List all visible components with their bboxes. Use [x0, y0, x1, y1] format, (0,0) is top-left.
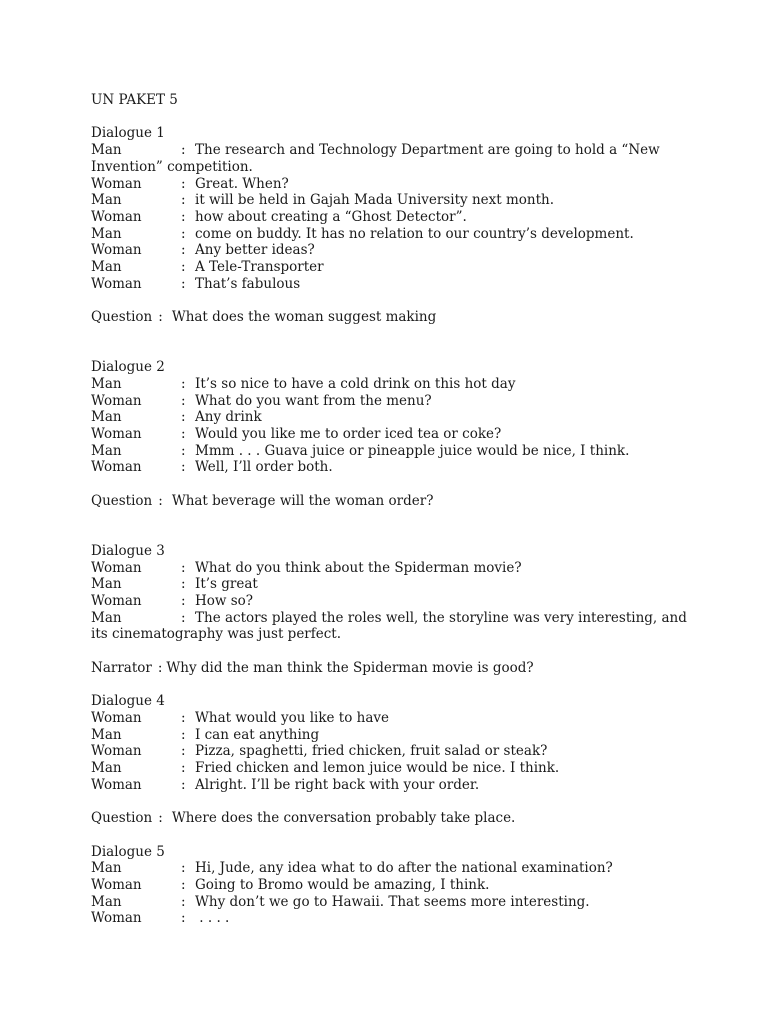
speaker-label: Man [91, 893, 122, 910]
dialogue-line [91, 259, 691, 276]
speaker-label: Man [91, 726, 122, 743]
dialogue-line [91, 860, 691, 877]
speaker-label: Man [91, 192, 122, 209]
line-text: The research and Technology Department are going to hold a “New [195, 142, 660, 159]
dialogue-line [91, 426, 691, 443]
line-text: how about creating a “Ghost Detector”. [195, 208, 467, 225]
question-text: Where does the conversation probably take place. [171, 810, 516, 827]
speaker-label: Woman [91, 392, 142, 409]
speaker-label: Woman [91, 910, 142, 927]
line-text: How so? [195, 593, 254, 610]
question-line [91, 660, 691, 677]
dialogue-line [91, 576, 691, 593]
dialogue-1 [91, 125, 691, 325]
speaker-label: Man [91, 375, 122, 392]
dialogue-line [91, 894, 691, 911]
line-text: Would you like me to order iced tea or coke? [195, 426, 502, 443]
line-text: come on buddy. It has no relation to our country’s development. [195, 225, 634, 242]
dialogue-line [91, 393, 691, 410]
dialogue-3 [91, 543, 691, 677]
speaker-label: Man [91, 860, 122, 877]
speaker-label: Woman [91, 743, 142, 760]
dialogue-line [91, 593, 691, 610]
line-text: That’s fabulous [195, 275, 301, 292]
line-text: . . . . [195, 910, 230, 927]
separator: : [181, 860, 186, 877]
separator: : [181, 776, 186, 793]
line-text: What do you want from the menu? [195, 392, 432, 409]
line-text: It’s so nice to have a cold drink on this hot day [195, 375, 516, 392]
dialogue-line [91, 777, 691, 794]
dialogue-4 [91, 693, 691, 827]
separator: : [181, 142, 186, 159]
line-text: it will be held in Gajah Mada University next month. [195, 192, 554, 209]
line-text: It’s great [195, 576, 258, 593]
speaker-label: Woman [91, 459, 142, 476]
separator: : [181, 242, 186, 259]
separator: : [157, 659, 163, 676]
speaker-label: Woman [91, 776, 142, 793]
separator: : [181, 576, 186, 593]
speaker-label: Woman [91, 426, 142, 443]
line-text-continuation: Invention” competition. [91, 158, 253, 175]
document-title: UN PAKET 5 [91, 92, 178, 108]
separator: : [181, 259, 186, 276]
dialogue-line [91, 209, 691, 226]
separator: : [158, 810, 163, 827]
line-text: Fried chicken and lemon juice would be nice. I think. [195, 760, 560, 777]
separator: : [181, 192, 186, 209]
question-label: Question [91, 492, 153, 509]
dialogue-heading: Dialogue 4 [91, 693, 165, 710]
speaker-label: Woman [91, 709, 142, 726]
dialogue-line [91, 877, 691, 894]
line-text: I can eat anything [195, 726, 320, 743]
dialogue-line [91, 276, 691, 293]
question-text: What beverage will the woman order? [171, 492, 434, 509]
dialogue-line [91, 727, 691, 744]
separator: : [181, 609, 186, 626]
separator: : [181, 225, 186, 242]
speaker-label: Woman [91, 876, 142, 893]
dialogue-line [91, 242, 691, 259]
question-line [91, 810, 691, 827]
line-text: Any drink [195, 409, 262, 426]
dialogue-line [91, 459, 691, 476]
separator: : [158, 309, 163, 326]
speaker-label: Man [91, 409, 122, 426]
separator: : [181, 208, 186, 225]
dialogue-line [91, 710, 691, 727]
question-line [91, 493, 691, 510]
question-label: Narrator [91, 659, 152, 676]
question-label: Question [91, 309, 153, 326]
question-line [91, 309, 691, 326]
dialogue-heading: Dialogue 1 [91, 125, 165, 142]
line-text: What do you think about the Spiderman movie? [195, 559, 522, 576]
speaker-label: Woman [91, 208, 142, 225]
dialogue-5 [91, 844, 691, 928]
separator: : [181, 442, 186, 459]
dialogue-heading: Dialogue 5 [91, 843, 165, 860]
line-text: Great. When? [195, 175, 289, 192]
separator: : [181, 593, 186, 610]
speaker-label: Man [91, 259, 122, 276]
separator: : [181, 409, 186, 426]
line-text: A Tele-Transporter [195, 259, 324, 276]
dialogue-line [91, 376, 691, 393]
dialogue-2 [91, 359, 691, 509]
separator: : [181, 175, 186, 192]
dialogue-line [91, 743, 691, 760]
line-text: Why don’t we go to Hawaii. That seems more interesting. [195, 893, 590, 910]
separator: : [181, 559, 186, 576]
line-text: Pizza, spaghetti, fried chicken, fruit salad or steak? [195, 743, 548, 760]
dialogue-line [91, 560, 691, 577]
separator: : [181, 275, 186, 292]
dialogue-line [91, 910, 691, 927]
dialogue-line [91, 142, 691, 159]
separator: : [181, 709, 186, 726]
separator: : [181, 910, 186, 927]
line-text: The actors played the roles well, the storyline was very interesting, and [195, 609, 687, 626]
separator: : [181, 392, 186, 409]
dialogue-heading: Dialogue 3 [91, 542, 165, 559]
speaker-label: Man [91, 760, 122, 777]
separator: : [181, 876, 186, 893]
line-text: Hi, Jude, any idea what to do after the national examination? [195, 860, 613, 877]
speaker-label: Woman [91, 242, 142, 259]
line-text: Going to Bromo would be amazing, I think. [195, 876, 490, 893]
separator: : [181, 760, 186, 777]
dialogue-line [91, 409, 691, 426]
dialogue-heading: Dialogue 2 [91, 359, 165, 376]
line-text: What would you like to have [195, 709, 390, 726]
dialogue-line [91, 192, 691, 209]
question-label: Question [91, 810, 153, 827]
speaker-label: Woman [91, 593, 142, 610]
line-text: Well, I’ll order both. [195, 459, 333, 476]
question-text: Why did the man think the Spiderman movie is good? [166, 659, 534, 676]
line-text-continuation: its cinematography was just perfect. [91, 626, 342, 643]
dialogue-line [91, 443, 691, 460]
speaker-label: Man [91, 225, 122, 242]
line-text: Alright. I’ll be right back with your order. [195, 776, 480, 793]
separator: : [181, 459, 186, 476]
dialogue-line [91, 610, 691, 627]
speaker-label: Man [91, 442, 122, 459]
dialogue-line [91, 226, 691, 243]
separator: : [181, 726, 186, 743]
speaker-label: Woman [91, 175, 142, 192]
document-page [91, 92, 691, 927]
line-text: Any better ideas? [195, 242, 315, 259]
separator: : [181, 743, 186, 760]
separator: : [181, 893, 186, 910]
speaker-label: Woman [91, 275, 142, 292]
line-text: Mmm . . . Guava juice or pineapple juice would be nice, I think. [195, 442, 630, 459]
speaker-label: Man [91, 609, 122, 626]
dialogue-line [91, 760, 691, 777]
speaker-label: Man [91, 576, 122, 593]
separator: : [181, 375, 186, 392]
separator: : [158, 492, 163, 509]
separator: : [181, 426, 186, 443]
speaker-label: Man [91, 142, 122, 159]
speaker-label: Woman [91, 559, 142, 576]
dialogue-line [91, 176, 691, 193]
question-text: What does the woman suggest making [171, 309, 437, 326]
